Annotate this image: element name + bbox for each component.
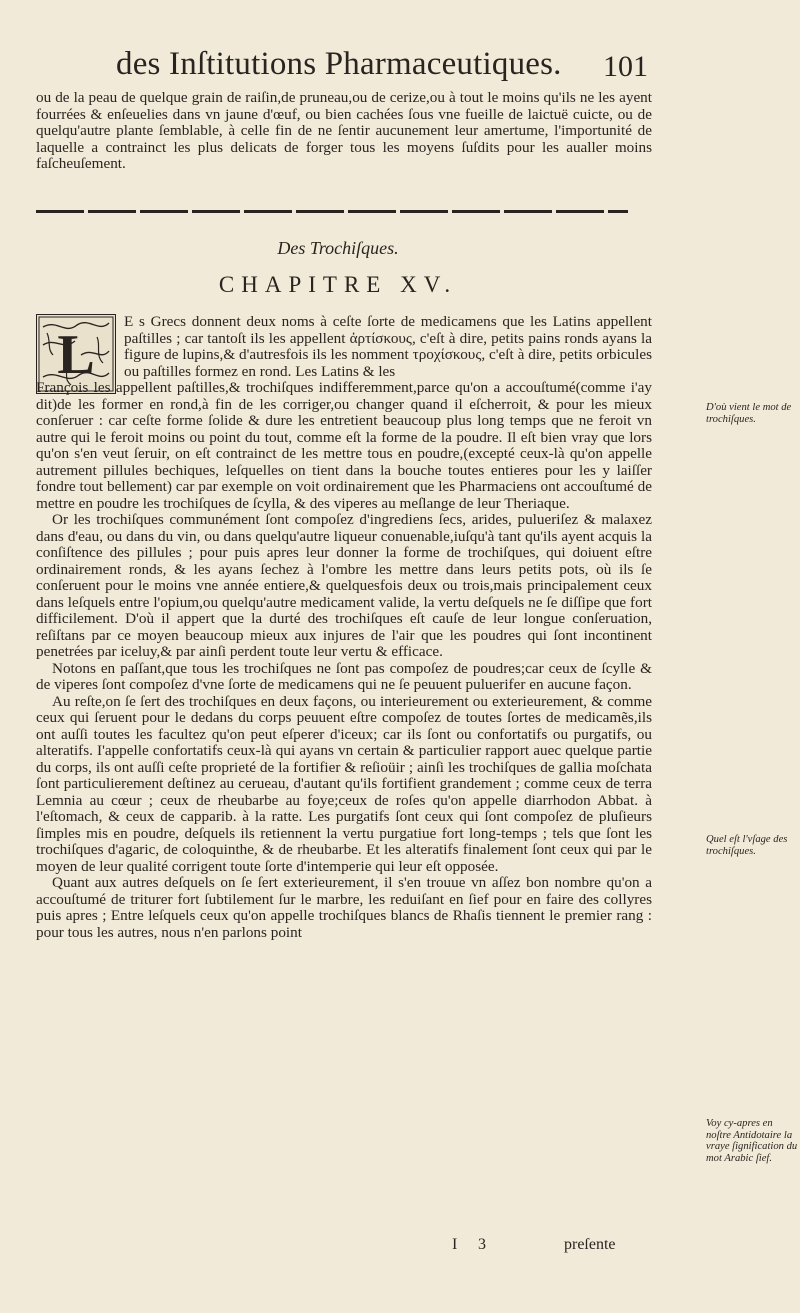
continued-text [36, 90, 652, 173]
catchword: preſente [564, 1236, 616, 1253]
initial-letter: L [57, 324, 95, 386]
section-title: Des Trochiſques. [277, 238, 399, 258]
signature-number: 3 [478, 1236, 486, 1253]
margin-note: D'où vient le mot de trochiſques. [706, 402, 792, 425]
paragraph: Notons en paſſant,que tous les trochiſques ne ſont pas compoſez de poudres;car ceux de ſcylle & de viperes ſont compoſez d'vne ſorte de medicamens qui ne ſe peuuent puluerifer en aucune façon. [36, 659, 652, 693]
main-text [36, 380, 652, 941]
ornamental-rule [36, 210, 628, 213]
signature-mark: I [452, 1236, 458, 1253]
paragraph: E s Grecs donnent deux noms à ceſte ſorte de medicamens que les Latins appellent paſtilles ; car tantoſt ils les appellent ἀρτίσκους, c'eſt à dire, petits pains ronds ayans la figure de lupins,& d'autresfois ils les nomment τροχίσκους, c'eſt à dire, petits orbicules ou paſtilles formez en rond. Les Latins & les [124, 313, 652, 380]
opening-lines [124, 314, 652, 380]
paragraph: Quant aux autres deſquels on ſe ſert exterieurement, il s'en trouue vn aſſez bon nombre qu'on a accouſtumé de triturer fort ſubtilement ſur le marbre, les reduiſant en ſief pour en faire des collyres puis apres ; Entre leſquels ceux qu'on appelle trochiſques blancs de Rhaſis tiennent le premier rang : pour tous les autres, nous n'en parlons point [36, 874, 652, 941]
chapter-title: CHAPITRE XV. [218, 272, 458, 297]
margin-note: Quel eſt l'vſage des trochiſques. [706, 834, 788, 857]
running-title: des Inſtitutions Pharmaceutiques. [116, 46, 562, 82]
margin-note: Voy cy-apres en noſtre Antidotaire la vraye ſignification du mot Arabic ſief. [706, 1118, 798, 1164]
paragraph: ou de la peau de quelque grain de raiſin,de pruneau,ou de cerize,ou à tout le moins qu'ils ne les ayent fourrées & enſeuelies dans vn jaune d'œuf, ou bien cachées ſous vne fueille de laictuë cuicte, ou de quelqu'autre plante ſemblable, à celle fin de ne ſentir aucunement leur amertume, l'importunité de laquelle a contrainct les plus delicats de forger tous les moyens ſuſdits pour les aualler moins faſcheuſement. [36, 89, 652, 172]
paragraph: François les appellent paſtilles,& trochiſques indifferemment,parce qu'on a accouſtumé(comme i'ay dit)de les former en rond,à fin de les corriger,ou changer quand il eſcherroit, & pour les mieux conſeruer : car ceſte forme ſolide & dure les entretient beaucoup plus long temps que ne feroit vn autre qui le feroit moins ou point du tout, comme eſt la forme de la poudre. Il eſt bien vray que lors qu'on s'en veut ſeruir, on eſt contrainct de les mettre tous en poudre,(excepté ceux-là qu'on appelle autrement pillules bechiques, leſquelles on tient dans la bouche toutes entieres pour les y laiſſer fondre tout bellement) car par exemple on voit ordinairement que les Pharmaciens ont accouſtumé de mettre en poudre les trochiſques de ſcylla, & des viperes au meſlange de leur Theriaque. [36, 379, 652, 512]
paragraph: Au reſte,on ſe ſert des trochiſques en deux façons, ou interieurement ou exterieurement, & comme ceux qui ſeruent pour le dedans du corps peuuent eſtre compoſez de toutes ſortes de medicamẽs,ils ont auſſi toutes les facultez qu'on peut eſperer d'iceux; car ils ſont ou confortatifs ou purgatifs, ou alteratifs. I'appelle confortatifs ceux-là qui ayans vn certain & particulier rapport auec quelque partie du corps, ils ont auſſi ceſte proprieté de la fortifier & reſioüir ; ainſi les trochiſques de gallia moſchata ſont particulierement deſtinez au cerueau, d'autant qu'ils fortifient grandement ; comme ceux de terra Lemnia au cœur ; ceux de rheubarbe au foye;ceux de roſes qu'on appelle diarrhodon Abbat. à l'eſtomach, & ceux de capparib. à la ratte. Les purgatifs ſont ceux qui ſont compoſez de pluſieurs ſimples mis en poudre, deſquels ils retiennent la vertu purgatiue fort long-temps ; tels que ſont les trochiſques d'agaric, de coloquinthe, & de rheubarbe. Et les alteratifs finalement ſont ceux qui par le moyen de leur qualité corrigent toute ſorte d'intemperie qui leur eſt opposée. [36, 692, 652, 875]
paragraph: Or les trochiſques communément ſont compoſez d'ingrediens ſecs, arides, pulueriſez & malaxez dans d'eau, ou dans du vin, ou dans quelqu'autre liqueur conuenable,iuſqu'à tant qu'ils ayent acquis la conſiſtence des pillules ; pour puis apres leur donner la forme de trochiſques, qui doiuent eſtre ordinairement ronds, & les ayans ſechez à l'ombre les mettre dans leurs petits pots, où ils ſe conſeruent pour le moins vne année entiere,& quelquesfois deux ou trois,mais principalement ceux dans leſquels entre l'opium,ou quelqu'autre medicament valide, la vertu deſquels ne ſe diſſipe que fort difficilement. D'où il appert que la durté des trochiſques eſt cauſe de leur longue conſeruation, reſiſtans par ce moyen beaucoup mieux aux injures de l'air que les poudres qui ſont incontinent penetrées par iceluy,& par ainſi perdent toute leur vertu & efficace. [36, 511, 652, 660]
page-number: 101 [603, 50, 648, 83]
page-header [110, 46, 670, 90]
